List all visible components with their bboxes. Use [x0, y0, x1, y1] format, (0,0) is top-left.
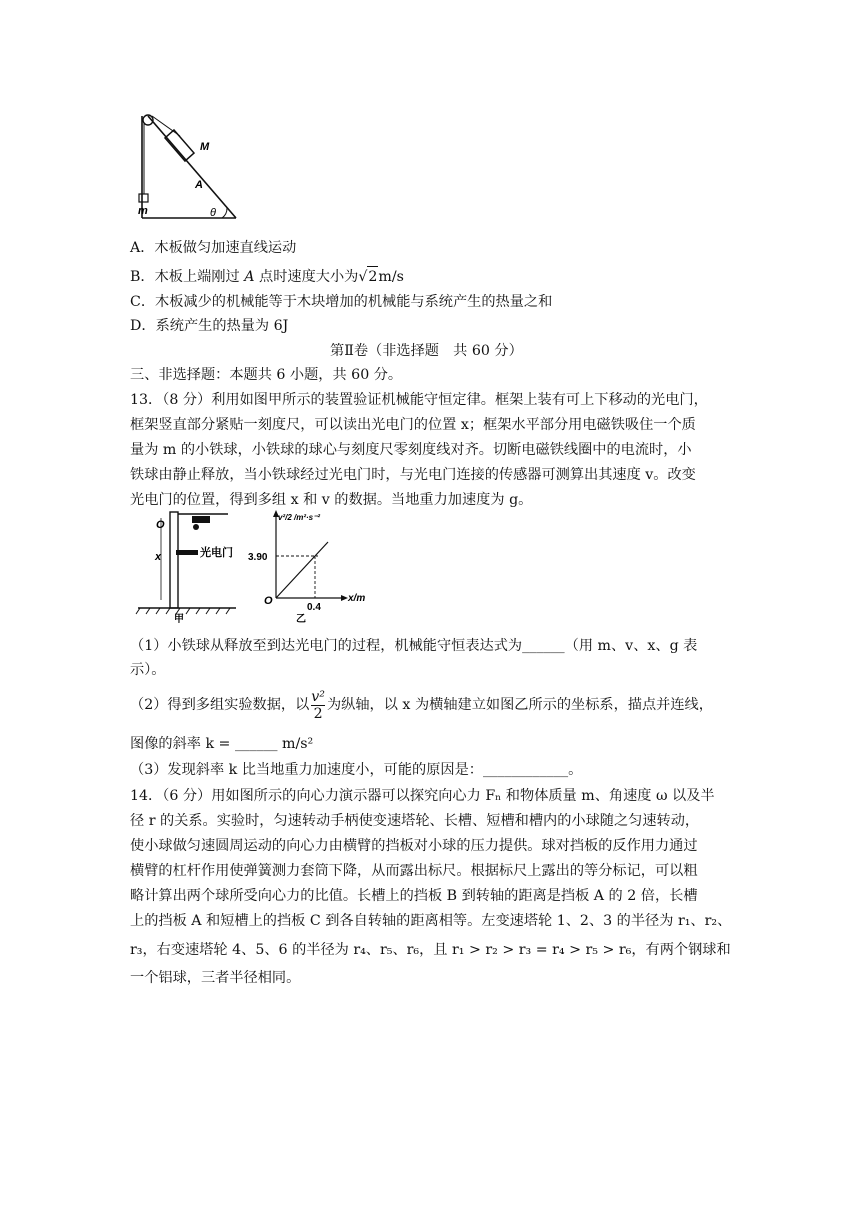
jia-gate-label: 光电门	[200, 547, 233, 559]
label-m: m	[138, 205, 148, 217]
fraction-denominator: 2	[311, 705, 325, 722]
option-b-pre: B．木板上端刚过	[130, 269, 245, 285]
q14-line-3: 使小球做匀速圆周运动的向心力由横臂的挡板对小球的压力提供。球对挡板的反作用力通过	[130, 838, 698, 854]
q13-part2-post: 为纵轴，以 x 为横轴建立如图乙所示的坐标系，描点并连线，	[326, 697, 713, 713]
yi-xtick: 0.4	[307, 602, 321, 613]
q13-part3: （3）发现斜率 k 比当地重力加速度小，可能的原因是：____________。	[130, 762, 583, 778]
fraction	[311, 689, 325, 722]
graph-figure	[248, 508, 378, 626]
q14-line-5: 略计算出两个球所受向心力的比值。长槽上的挡板 B 到转轴的距离是挡板 A 的 2 倍，长槽	[130, 888, 698, 904]
yi-ylabel: v²/2 /m²·s⁻²	[278, 513, 321, 522]
q13-part1-b: 示）。	[130, 662, 166, 678]
q14-line-1: 14．（6 分）用如图所示的向心力演示器可以探究向心力 Fₙ 和物体质量 m、角速度 ω 以及半	[130, 788, 715, 804]
yi-O: O	[264, 595, 273, 607]
fraction-numerator: v²	[311, 688, 325, 705]
option-a: A．木板做匀加速直线运动	[130, 240, 297, 256]
q13-part2-pre: （2）得到多组实验数据，以	[130, 697, 310, 713]
q13-line-5: 光电门的位置，得到多组 x 和 v 的数据。当地重力加速度为 g。	[130, 492, 533, 508]
q13-line-2: 框架竖直部分紧贴一刻度尺，可以读出光电门的位置 x；框架水平部分用电磁铁吸住一个质	[130, 417, 696, 433]
part-title: 三、非选择题：本题共 6 小题，共 60 分。	[130, 367, 403, 383]
q13-line-1: 13．（8 分）利用如图甲所示的装置验证机械能守恒定律。框架上装有可上下移动的光电门，	[130, 392, 708, 408]
jia-x: x	[155, 551, 162, 563]
option-b-unit: m/s	[378, 269, 404, 285]
q13-part1-a: （1）小铁球从释放至到达光电门的过程，机械能守恒表达式为______（用 m、v、x、g 表	[130, 638, 698, 654]
q14-line-8: 一个铝球，三者半径相同。	[130, 970, 301, 986]
option-b-point: A	[244, 269, 255, 285]
option-c: C．木板减少的机械能等于木块增加的机械能与系统产生的热量之和	[130, 294, 553, 310]
apparatus-figure	[136, 508, 251, 623]
label-A: A	[195, 179, 203, 191]
option-d: D．系统产生的热量为 6J	[130, 318, 289, 334]
yi-caption: 乙	[296, 614, 306, 625]
q14-line-6: 上的挡板 A 和短槽上的挡板 C 到各自转轴的距离相等。左变速塔轮 1、2、3 的半径为 r₁、r₂、	[130, 913, 732, 929]
jia-caption: 甲	[174, 614, 184, 625]
q14-line-7: r₃，右变速塔轮 4、5、6 的半径为 r₄、r₅、r₆，且 r₁ > r₂ > r₃ = r₄ > r₅ > r₆，有两个钢球和	[130, 942, 731, 958]
option-b-mid: 点时速度大小为	[254, 269, 359, 285]
label-M: M	[200, 141, 210, 153]
option-b: B．木板上端刚过 A 点时速度大小为√2m/s	[130, 266, 404, 287]
q13-part2	[130, 688, 713, 722]
section-title: 第Ⅱ卷（非选择题 共 60 分）	[330, 343, 523, 359]
q14-line-4: 横臂的杠杆作用使弹簧测力套筒下降，从而露出标尺。根据标尺上露出的等分标记，可以粗	[130, 863, 698, 879]
incline-figure	[130, 106, 242, 224]
q14-line-2: 径 r 的关系。实验时，匀速转动手柄使变速塔轮、长槽、短槽和槽内的小球随之匀速转动，	[130, 813, 700, 829]
q13-part2-b: 图像的斜率 k = ______ m/s²	[130, 736, 314, 752]
q13-line-3: 量为 m 的小铁球，小铁球的球心与刻度尺零刻度线对齐。切断电磁铁线圈中的电流时，小	[130, 442, 692, 458]
q13-line-4: 铁球由静止释放，当小铁球经过光电门时，与光电门连接的传感器可测算出其速度 v。改变	[130, 467, 696, 483]
label-theta: θ	[210, 207, 216, 219]
yi-xlabel: x/m	[348, 593, 366, 604]
option-b-value: 2	[367, 266, 378, 287]
jia-O: O	[156, 519, 165, 531]
yi-ytick: 3.90	[248, 552, 268, 563]
